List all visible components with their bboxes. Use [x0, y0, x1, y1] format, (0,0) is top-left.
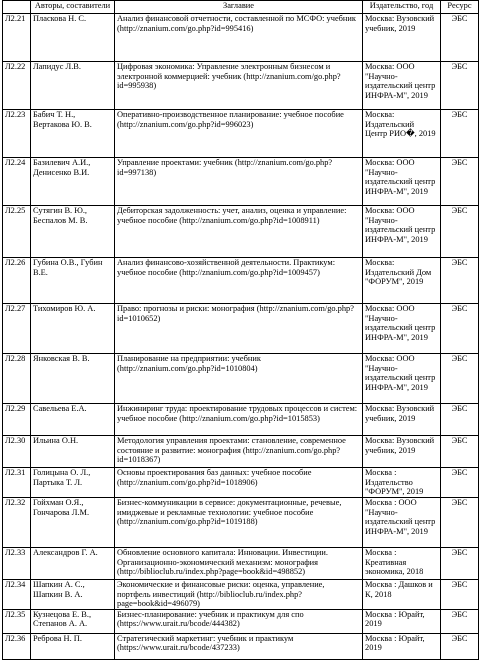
table-row — [3, 404, 479, 436]
row-number: Л2.31 — [3, 468, 31, 498]
row-authors: Гойхман О.Я., Гончарова Л.М. — [31, 498, 115, 548]
row-resource: ЭБС — [441, 633, 479, 659]
header-title: Заглавие — [115, 1, 363, 14]
row-title: Методология управления проектами: становление, современное состояние и развитие: монография (http://znanium.com/go.php?id=1018367) — [115, 436, 363, 468]
row-authors: Янковская В. В. — [31, 354, 115, 404]
row-number: Л2.32 — [3, 498, 31, 548]
row-number: Л2.23 — [3, 110, 31, 158]
row-number: Л2.34 — [3, 580, 31, 610]
row-publisher: Москва : Креативная экономика, 2018 — [363, 548, 441, 580]
table-row — [3, 258, 479, 304]
row-authors: Кузнецова Е. В., Степанов А. А. — [31, 609, 115, 633]
row-authors: Базилевич А.И., Денисенко В.И. — [31, 158, 115, 206]
table-row — [3, 580, 479, 610]
table-row — [3, 62, 479, 110]
row-authors: Шапкин А. С., Шапкин В. А. — [31, 580, 115, 610]
row-number: Л2.36 — [3, 633, 31, 659]
row-authors: Реброва Н. П. — [31, 633, 115, 659]
row-title: Цифровая экономика: Управление электронным бизнесом и электронной коммерцией: учебник (http://znanium.com/go.php?id=995938) — [115, 62, 363, 110]
row-title: Экономические и финансовые риски: оценка, управление, портфель инвестиций (http://biblioclub.ru/index.php?page=book&id=496079) — [115, 580, 363, 610]
row-publisher: Москва : ООО "Научно-издательский центр ИНФРА-М", 2019 — [363, 498, 441, 548]
table-row — [3, 304, 479, 354]
row-publisher: Москва: ООО "Научно-издательский центр ИНФРА-М", 2019 — [363, 354, 441, 404]
row-authors: Сутягин В. Ю., Беспалов М. В. — [31, 206, 115, 258]
row-publisher: Москва: ООО "Научно-издательский центр ИНФРА-М", 2019 — [363, 62, 441, 110]
table-row — [3, 14, 479, 62]
literature-table — [2, 0, 479, 660]
row-publisher: Москва: Вузовский учебник, 2019 — [363, 436, 441, 468]
row-number: Л2.27 — [3, 304, 31, 354]
row-publisher: Москва: ООО "Научно-издательский центр ИНФРА-М", 2019 — [363, 158, 441, 206]
table-row — [3, 158, 479, 206]
row-publisher: Москва: Издательский Центр РИО�, 2019 — [363, 110, 441, 158]
table-row — [3, 633, 479, 659]
row-title: Право: прогнозы и риски: монография (http://znanium.com/go.php?id=1010652) — [115, 304, 363, 354]
row-title: Дебиторская задолженность: учет, анализ, оценка и управление: учебное пособие (http://znanium.com/go.php?id=1008911) — [115, 206, 363, 258]
row-number: Л2.24 — [3, 158, 31, 206]
row-publisher: Москва: Вузовский учебник, 2019 — [363, 404, 441, 436]
row-title: Управление проектами: учебник (http://znanium.com/go.php?id=997138) — [115, 158, 363, 206]
row-title: Инжиниринг труда: проектирование трудовых процессов и систем: учебное пособие (http://znanium.com/go.php?id=1015853) — [115, 404, 363, 436]
row-resource: ЭБС — [441, 436, 479, 468]
row-title: Анализ финансово-хозяйственной деятельности. Практикум: учебное пособие (http://znanium.com/go.php?id=1009457) — [115, 258, 363, 304]
row-publisher: Москва: Издательский Дом "ФОРУМ", 2019 — [363, 258, 441, 304]
row-resource: ЭБС — [441, 354, 479, 404]
row-resource: ЭБС — [441, 468, 479, 498]
row-authors: Голицына О. Л., Партыка Т. Л. — [31, 468, 115, 498]
table-row — [3, 436, 479, 468]
header-resource: Ресурс — [441, 1, 479, 14]
row-publisher: Москва : Юрайт, 2019 — [363, 633, 441, 659]
row-title: Анализ финансовой отчетности, составленной по МСФО: учебник (http://znanium.com/go.php?id=995416) — [115, 14, 363, 62]
row-publisher: Москва: ООО "Научно-издательский центр ИНФРА-М", 2019 — [363, 304, 441, 354]
table-row — [3, 498, 479, 548]
row-title: Обновление основного капитала: Инновации. Инвестиции. Организационно-экономический механизм: монография (http://biblioclub.ru/index.php?page=book&id=498852) — [115, 548, 363, 580]
row-number: Л2.26 — [3, 258, 31, 304]
row-title: Основы проектирования баз данных: учебное пособие (http://znanium.com/go.php?id=1018906) — [115, 468, 363, 498]
row-resource: ЭБС — [441, 548, 479, 580]
table-header-row — [3, 1, 479, 14]
row-authors: Бабич Т. Н., Вертакова Ю. В. — [31, 110, 115, 158]
row-title: Оперативно-производственное планирование: учебное пособие (http://znanium.com/go.php?id=996023) — [115, 110, 363, 158]
row-resource: ЭБС — [441, 498, 479, 548]
row-publisher: Москва: ООО "Научно-издательский центр ИНФРА-М", 2019 — [363, 206, 441, 258]
row-number: Л2.21 — [3, 14, 31, 62]
row-number: Л2.25 — [3, 206, 31, 258]
table-row — [3, 468, 479, 498]
table-row — [3, 548, 479, 580]
row-resource: ЭБС — [441, 304, 479, 354]
table-row — [3, 354, 479, 404]
row-publisher: Москва : Дашков и К, 2018 — [363, 580, 441, 610]
row-publisher: Москва: Вузовский учебник, 2019 — [363, 14, 441, 62]
row-authors: Ильина О.Н. — [31, 436, 115, 468]
row-publisher: Москва : Издательство "ФОРУМ", 2019 — [363, 468, 441, 498]
table-row — [3, 206, 479, 258]
row-number: Л2.28 — [3, 354, 31, 404]
row-publisher: Москва : Юрайт, 2019 — [363, 609, 441, 633]
row-number: Л2.35 — [3, 609, 31, 633]
row-resource: ЭБС — [441, 258, 479, 304]
row-authors: Александров Г. А. — [31, 548, 115, 580]
row-resource: ЭБС — [441, 158, 479, 206]
row-resource: ЭБС — [441, 206, 479, 258]
row-authors: Губина О.В., Губин В.Е. — [31, 258, 115, 304]
row-resource: ЭБС — [441, 110, 479, 158]
table-row — [3, 110, 479, 158]
row-number: Л2.29 — [3, 404, 31, 436]
header-publisher: Издательство, год — [363, 1, 441, 14]
row-resource: ЭБС — [441, 14, 479, 62]
header-authors: Авторы, составители — [31, 1, 115, 14]
row-title: Бизнес-планирование: учебник и практикум для спо (https://www.urait.ru/bcode/444382) — [115, 609, 363, 633]
row-resource: ЭБС — [441, 62, 479, 110]
row-title: Бизнес-коммуникации в сервисе: документационные, речевые, имиджевые и рекламные технологии: учебное пособие (http://znanium.com/go.php?id=1019188) — [115, 498, 363, 548]
row-authors: Лапидус Л.В. — [31, 62, 115, 110]
row-authors: Тихомиров Ю. А. — [31, 304, 115, 354]
row-resource: ЭБС — [441, 609, 479, 633]
row-number: Л2.30 — [3, 436, 31, 468]
table-row — [3, 609, 479, 633]
literature-table-container — [2, 0, 478, 660]
header-number — [3, 1, 31, 14]
row-title: Стратегический маркетинг: учебник и практикум (https://www.urait.ru/bcode/437233) — [115, 633, 363, 659]
row-title: Планирование на предприятии: учебник (http://znanium.com/go.php?id=1010804) — [115, 354, 363, 404]
row-resource: ЭБС — [441, 580, 479, 610]
row-authors: Савельева Е.А. — [31, 404, 115, 436]
row-number: Л2.22 — [3, 62, 31, 110]
row-number: Л2.33 — [3, 548, 31, 580]
row-authors: Пласкова Н. С. — [31, 14, 115, 62]
row-resource: ЭБС — [441, 404, 479, 436]
